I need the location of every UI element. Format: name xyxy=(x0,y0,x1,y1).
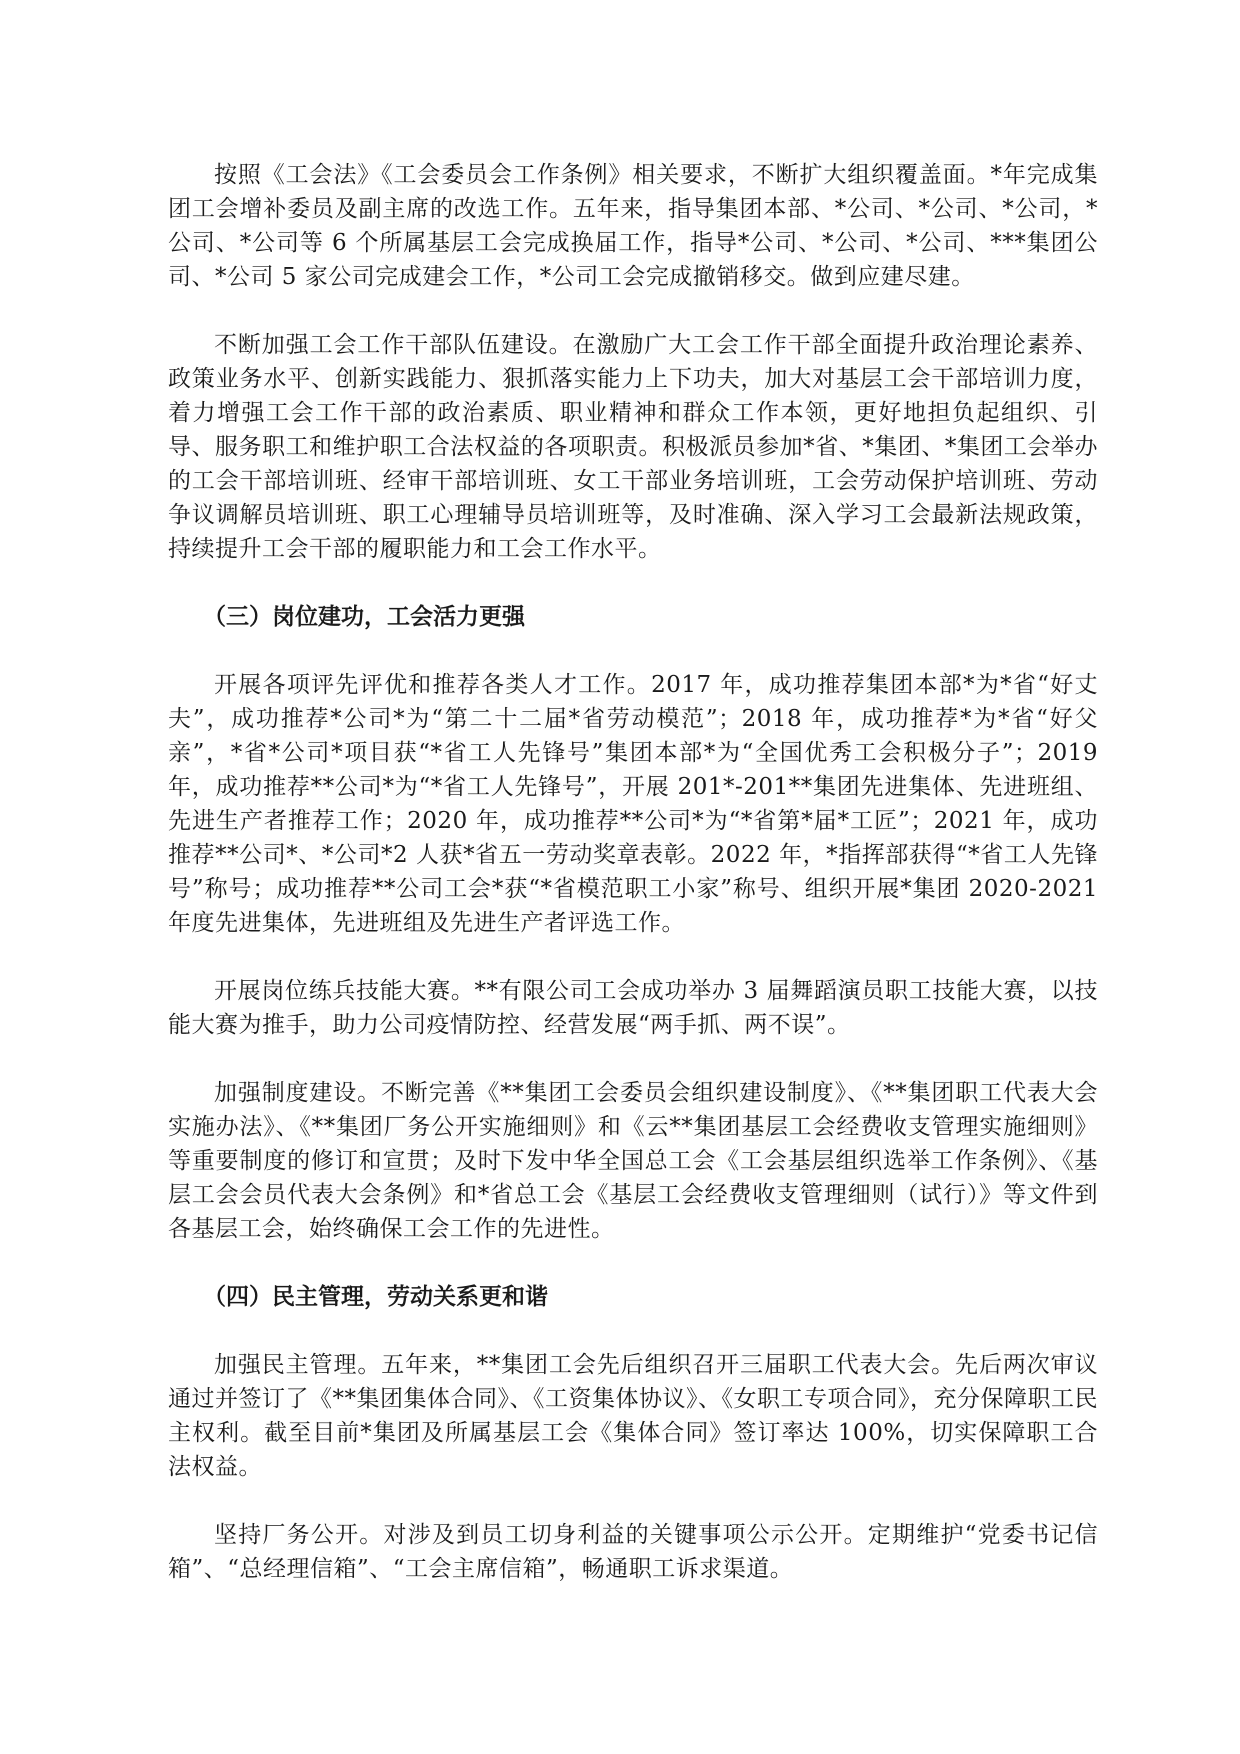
paragraph-awards-recommendations: 开展各项评先评优和推荐各类人才工作。2017 年，成功推荐集团本部*为*省“好丈夫”，成功推荐*公司*为“第二十二届*省劳动模范”；2018 年，成功推荐*为*省“好父亲”，*省*公司*项目获“*省工人先锋号”集团本部*为“全国优秀工会积极分子”；2019 年，成功推荐**公司*为“*省工人先锋号”，开展 201*-201**集团先进集体、先进班组、先进生产者推荐工作；2020 年，成功推荐**公司*为“*省第*届*工匠”；2021 年，成功推荐**公司*、*公司*2 人获*省五一劳动奖章表彰。2022 年，*指挥部获得“*省工人先锋号”称号；成功推荐**公司工会*获“*省模范职工小家”称号、组织开展*集团 2020-2021 年度先进集体，先进班组及先进生产者评选工作。 xyxy=(168,672,1098,936)
section-heading-3: （三）岗位建功，工会活力更强 xyxy=(203,604,525,630)
paragraph-cadre-team-building: 不断加强工会工作干部队伍建设。在激励广大工会工作干部全面提升政治理论素养、政策业务水平、创新实践能力、狠抓落实能力上下功夫，加大对基层工会干部培训力度，着力增强工会工作干部的政治素质、职业精神和群众工作本领，更好地担负起组织、引导、服务职工和维护职工合法权益的各项职责。积极派员参加*省、*集团、*集团工会举办的工会干部培训班、经审干部培训班、女工干部业务培训班，工会劳动保护培训班、劳动争议调解员培训班、职工心理辅导员培训班等，及时准确、深入学习工会最新法规政策，持续提升工会干部的履职能力和工会工作水平。 xyxy=(168,332,1098,562)
document-body xyxy=(168,158,1098,1620)
paragraph-skills-competition: 开展岗位练兵技能大赛。**有限公司工会成功举办 3 届舞蹈演员职工技能大赛，以技能大赛为推手，助力公司疫情防控、经营发展“两手抓、两不误”。 xyxy=(168,978,1098,1038)
paragraph-democratic-management: 加强民主管理。五年来，**集团工会先后组织召开三届职工代表大会。先后两次审议通过并签订了《**集团集体合同》、《工资集体协议》、《女职工专项合同》，充分保障职工民主权利。截至目前*集团及所属基层工会《集体合同》签订率达 100%，切实保障职工合法权益。 xyxy=(168,1352,1098,1480)
paragraph-factory-affairs-openness: 坚持厂务公开。对涉及到员工切身利益的关键事项公示公开。定期维护“党委书记信箱”、“总经理信箱”、“工会主席信箱”，畅通职工诉求渠道。 xyxy=(168,1522,1098,1582)
paragraph-system-building: 加强制度建设。不断完善《**集团工会委员会组织建设制度》、《**集团职工代表大会实施办法》、《**集团厂务公开实施细则》和《云**集团基层工会经费收支管理实施细则》等重要制度的修订和宣贯；及时下发中华全国总工会《工会基层组织选举工作条例》、《基层工会会员代表大会条例》和*省总工会《基层工会经费收支管理细则（试行）》等文件到各基层工会，始终确保工会工作的先进性。 xyxy=(168,1080,1098,1242)
section-heading-4: （四）民主管理，劳动关系更和谐 xyxy=(203,1284,548,1310)
paragraph-organization-coverage: 按照《工会法》《工会委员会工作条例》相关要求，不断扩大组织覆盖面。*年完成集团工会增补委员及副主席的改选工作。五年来，指导集团本部、*公司、*公司、*公司，*公司、*公司等 6 个所属基层工会完成换届工作，指导*公司、*公司、*公司、***集团公司、*公司 5 家公司完成建会工作，*公司工会完成撤销移交。做到应建尽建。 xyxy=(168,162,1098,290)
